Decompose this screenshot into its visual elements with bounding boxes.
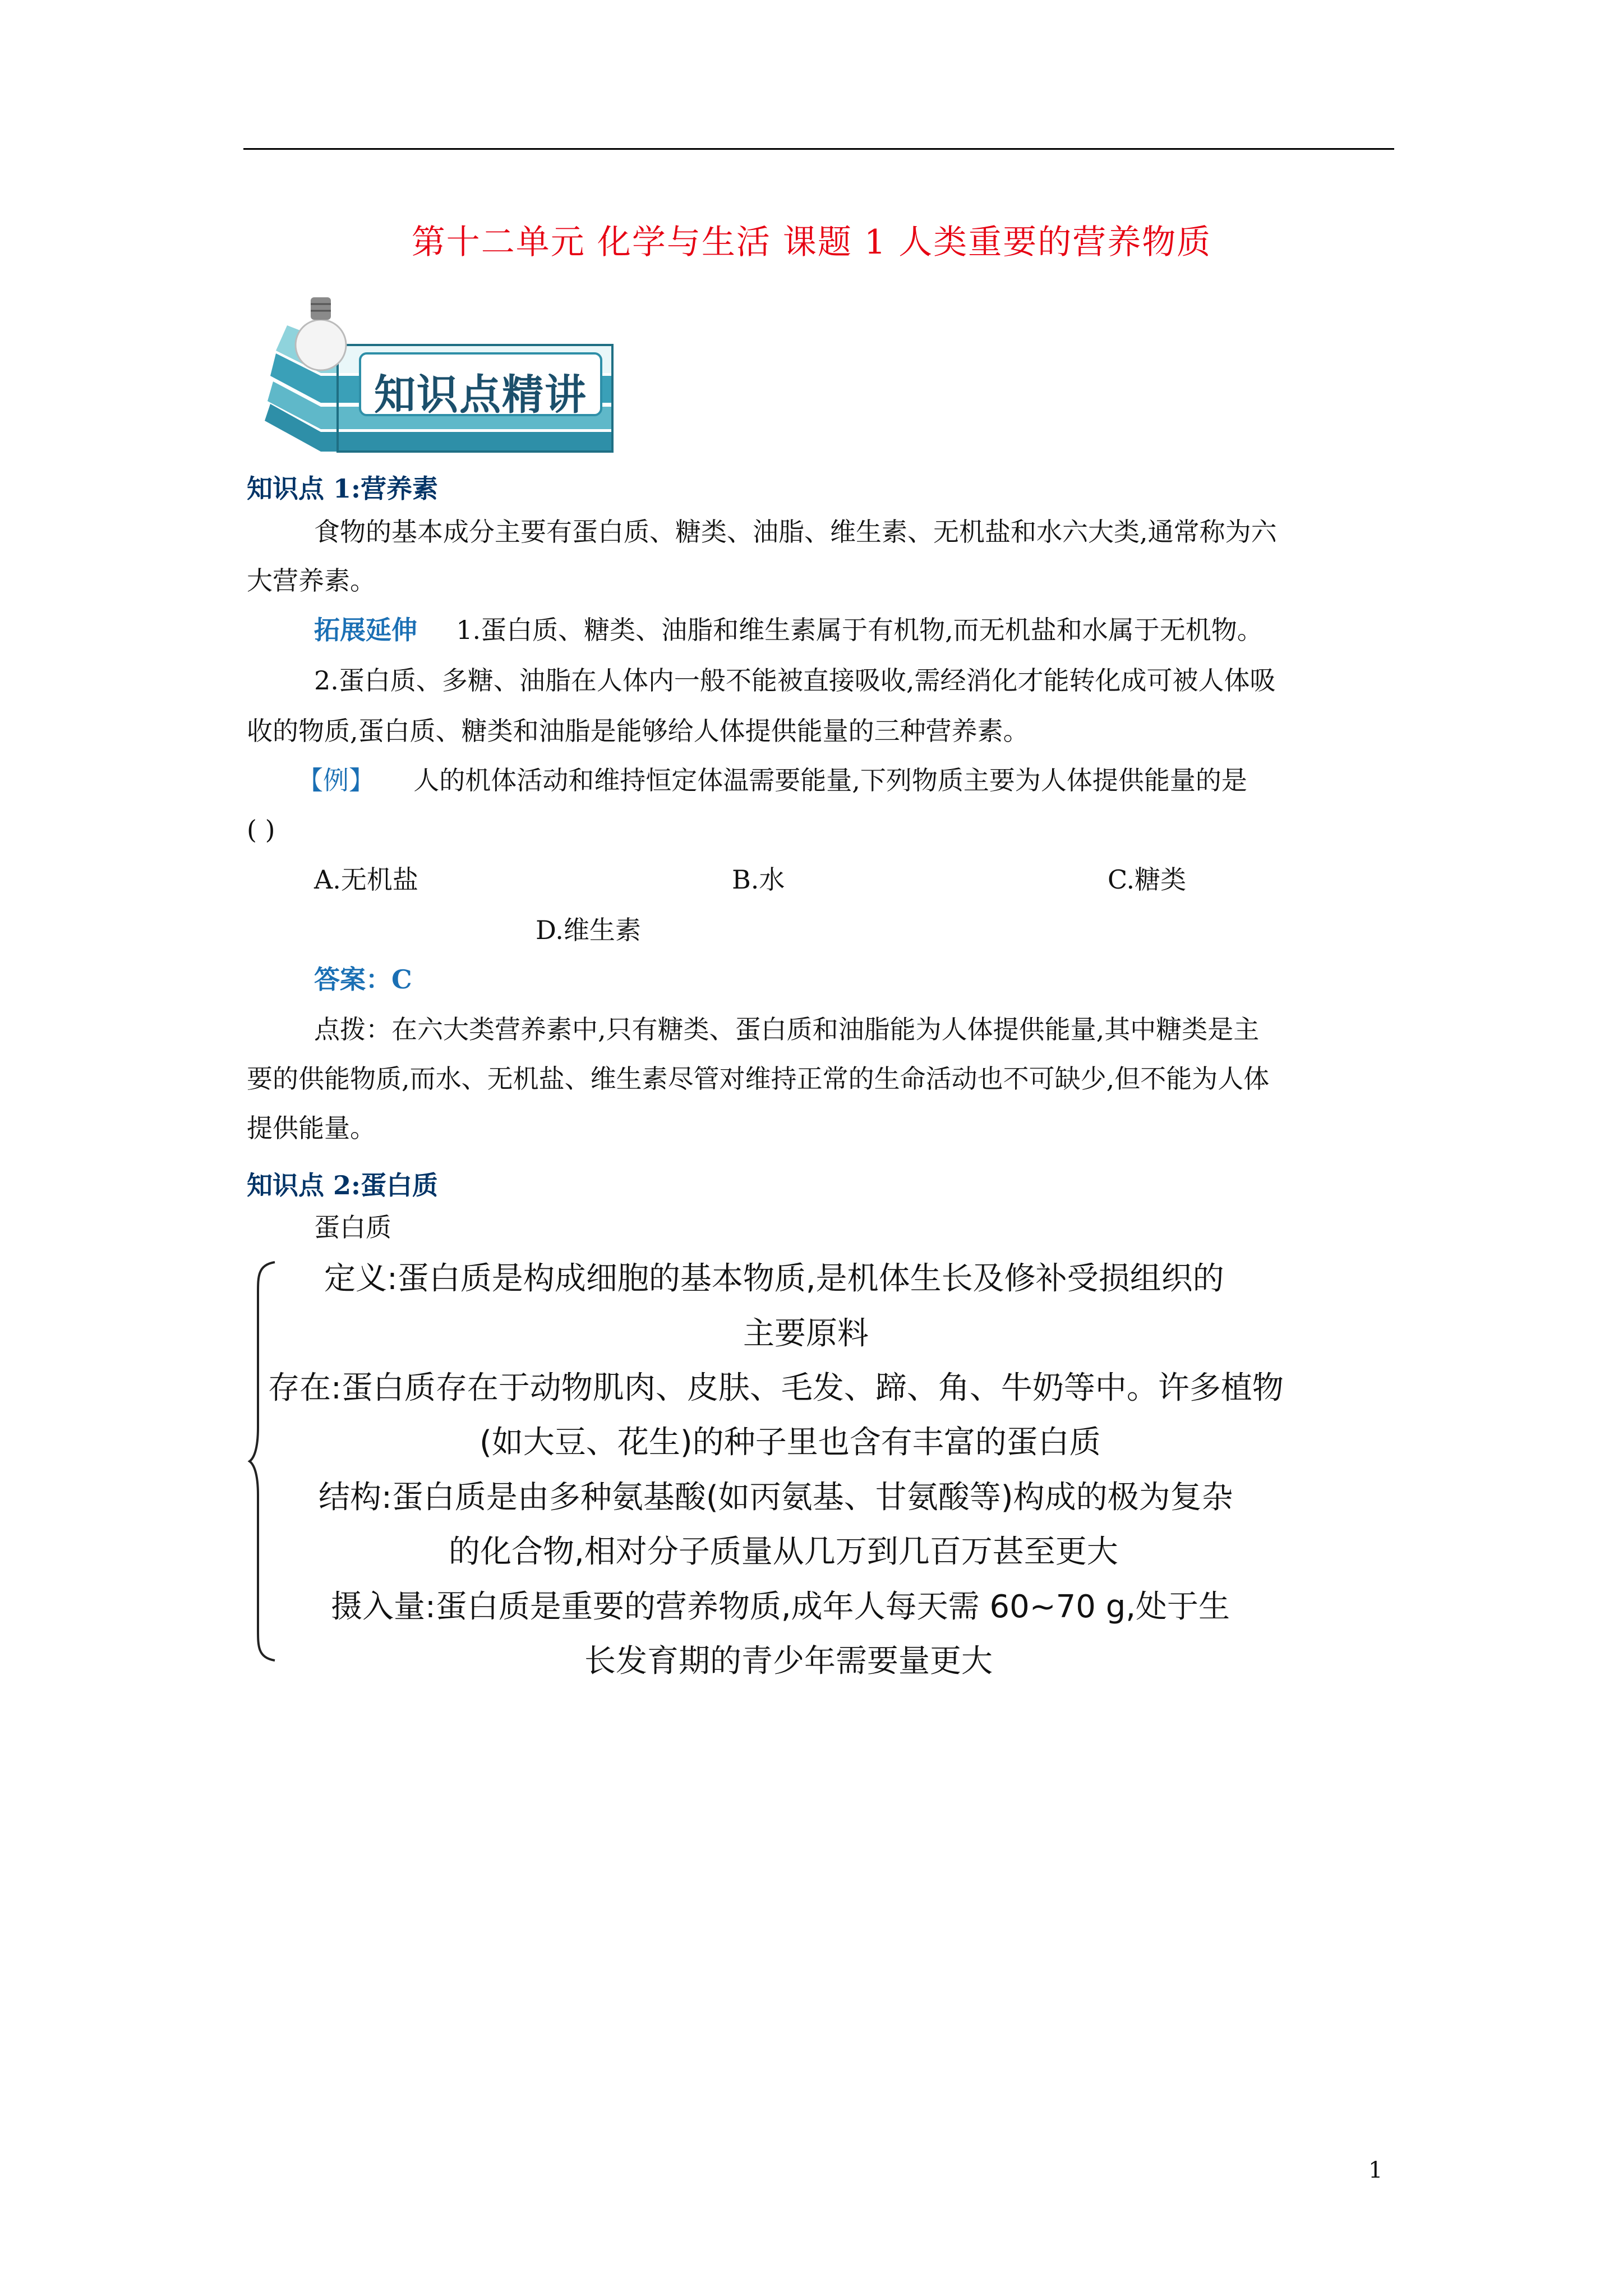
extend-tag: 拓展延伸 [314, 615, 417, 645]
para1-line2: 大营养素。 [247, 565, 376, 596]
extend-item-2-line1: 2.蛋白质、多糖、油脂在人体内一般不能被直接吸收,需经消化才能转化成可被人体吸 [314, 665, 1276, 696]
example-question-text: 人的机体活动和维持恒定体温需要能量,下列物质主要为人体提供能量的是 [413, 765, 1247, 795]
protein-existence-line1: 存在:蛋白质存在于动物肌肉、皮肤、毛发、蹄、角、牛奶等中。许多植物 [268, 1370, 1284, 1406]
example-question-line2: ( ) [247, 815, 275, 845]
protein-structure-line1: 结构:蛋白质是由多种氨基酸(如丙氨基、甘氨酸等)构成的极为复杂 [319, 1479, 1233, 1516]
protein-intake-line2: 长发育期的青少年需要量更大 [584, 1643, 993, 1680]
example-question-line1 [297, 767, 1247, 793]
extend-item-2-line2: 收的物质,蛋白质、糖类和油脂是能够给人体提供能量的三种营养素。 [247, 716, 1029, 746]
protein-intake-line1: 摄入量:蛋白质是重要的营养物质,成年人每天需 60~70 g,处于生 [331, 1589, 1230, 1625]
tip-line1: 点拨：在六大类营养素中,只有糖类、蛋白质和油脂能为人体提供能量,其中糖类是主 [314, 1014, 1260, 1045]
tip-line3: 提供能量。 [247, 1113, 376, 1143]
page-number: 1 [1368, 2157, 1383, 2183]
protein-structure-line2: 的化合物,相对分子质量从几万到几百万甚至更大 [449, 1534, 1118, 1570]
option-c: C.糖类 [1108, 864, 1187, 895]
extend-line1 [314, 617, 1263, 643]
para1-line1: 食物的基本成分主要有蛋白质、糖类、油脂、维生素、无机盐和水六大类,通常称为六 [314, 517, 1277, 547]
knowledge-banner [253, 292, 640, 454]
section1-heading: 知识点 1:营养素 [247, 473, 439, 504]
header-rule [243, 148, 1394, 150]
option-b: B.水 [732, 864, 785, 895]
left-brace-icon [247, 1259, 280, 1663]
protein-definition-line1: 定义:蛋白质是构成细胞的基本物质,是机体生长及修补受损组织的 [324, 1260, 1224, 1297]
protein-existence-line2: (如大豆、花生)的种子里也含有丰富的蛋白质 [479, 1424, 1101, 1461]
example-tag: 【例】 [297, 765, 375, 795]
extend-item-1: 1.蛋白质、糖类、油脂和维生素属于有机物,而无机盐和水属于无机物。 [456, 615, 1263, 645]
banner-label: 知识点精讲 [374, 371, 587, 419]
option-d: D.维生素 [536, 915, 641, 945]
answer: 答案：C [314, 964, 412, 995]
section2-heading: 知识点 2:蛋白质 [247, 1170, 439, 1200]
option-a: A.无机盐 [314, 864, 418, 895]
protein-label: 蛋白质 [314, 1212, 391, 1243]
protein-definition-line2: 主要原料 [743, 1315, 869, 1352]
page-title: 第十二单元 化学与生活 课题 1 人类重要的营养物质 [411, 223, 1212, 262]
tip-line2: 要的供能物质,而水、无机盐、维生素尽管对维持正常的生命活动也不可缺少,但不能为人体 [247, 1064, 1270, 1094]
